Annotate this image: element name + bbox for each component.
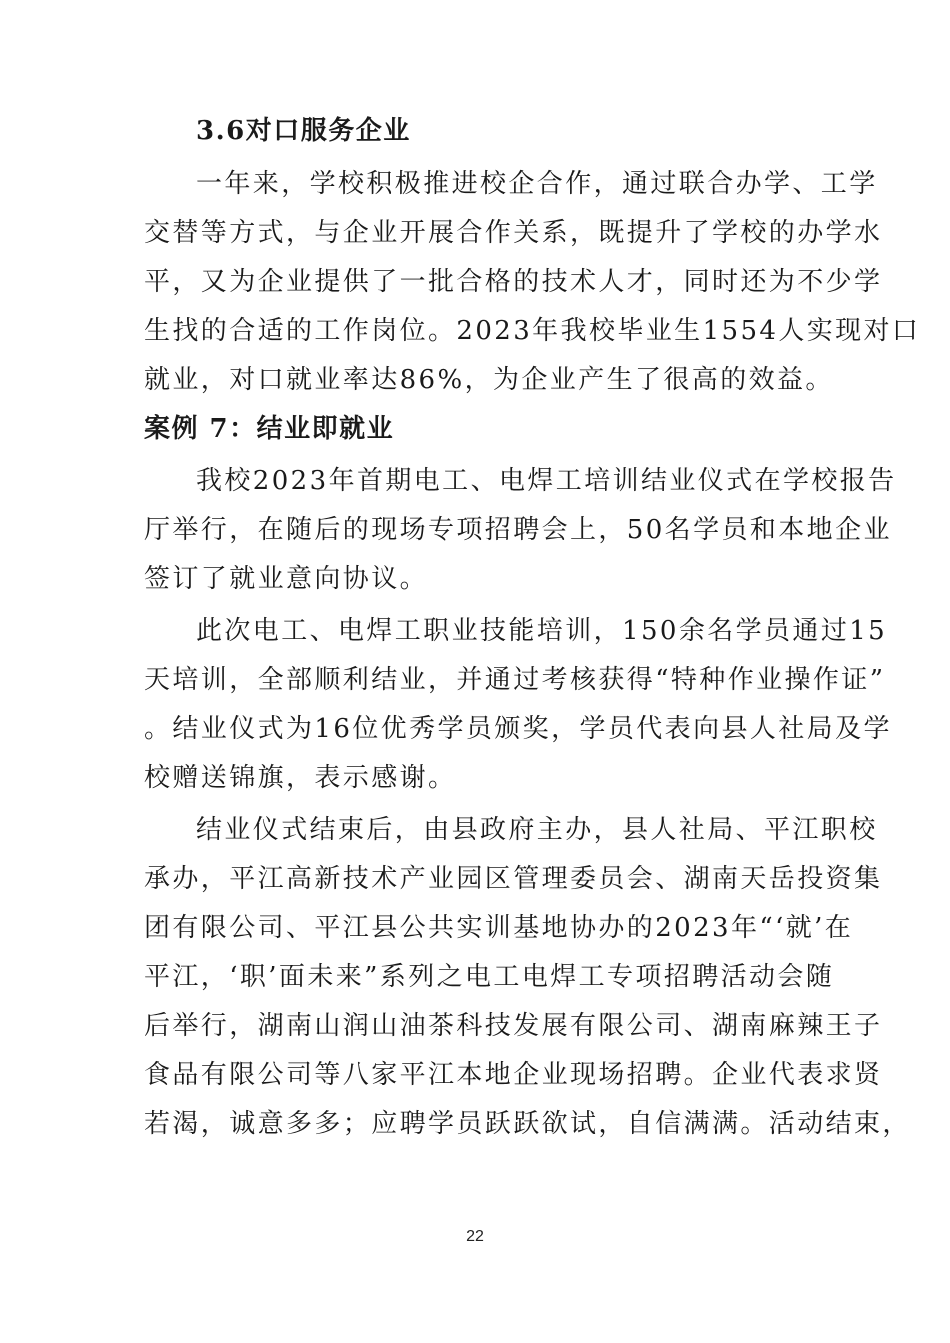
page-number: 22 [466,1228,484,1245]
paragraph-line: 此次电工、电焊工职业技能培训，150余名学员通过15 [196,616,888,646]
paragraph-line: 我校2023年首期电工、电焊工培训结业仪式在学校报告 [196,466,897,496]
paragraph-line: 平江，‘职’面未来”系列之电工电焊工专项招聘活动会随 [144,962,835,992]
section-heading: 3.6对口服务企业 [196,116,411,146]
paragraph-line: 结业仪式结束后，由县政府主办，县人社局、平江职校 [196,815,878,845]
paragraph-line: 后举行，湖南山润山油茶科技发展有限公司、湖南麻辣王子 [144,1011,883,1041]
paragraph-line: 团有限公司、平江县公共实训基地协办的2023年“‘就’在 [144,913,854,943]
paragraph-line: 厅举行，在随后的现场专项招聘会上，50名学员和本地企业 [144,515,892,545]
paragraph-line: 。结业仪式为16位优秀学员颁奖，学员代表向县人社局及学 [144,714,892,744]
paragraph-line: 若渴，诚意多多；应聘学员跃跃欲试，自信满满。活动结束， [144,1109,911,1139]
paragraph-line: 生找的合适的工作岗位。2023年我校毕业生1554人实现对口 [144,316,921,346]
paragraph-line: 天培训，全部顺利结业，并通过考核获得“特种作业操作证” [144,665,886,695]
paragraph-line: 一年来，学校积极推进校企合作，通过联合办学、工学 [196,169,878,199]
paragraph-line: 承办，平江高新技术产业园区管理委员会、湖南天岳投资集 [144,864,883,894]
paragraph-line: 就业，对口就业率达86%，为企业产生了很高的效益。 [144,365,834,395]
case-heading: 案例 7：结业即就业 [144,414,395,444]
paragraph-line: 食品有限公司等八家平江本地企业现场招聘。企业代表求贤 [144,1060,883,1090]
paragraph-line: 平，又为企业提供了一批合格的技术人才，同时还为不少学 [144,267,883,297]
paragraph-line: 交替等方式，与企业开展合作关系，既提升了学校的办学水 [144,218,883,248]
paragraph-line: 签订了就业意向协议。 [144,564,429,594]
paragraph-line: 校赠送锦旗，表示感谢。 [144,763,457,793]
